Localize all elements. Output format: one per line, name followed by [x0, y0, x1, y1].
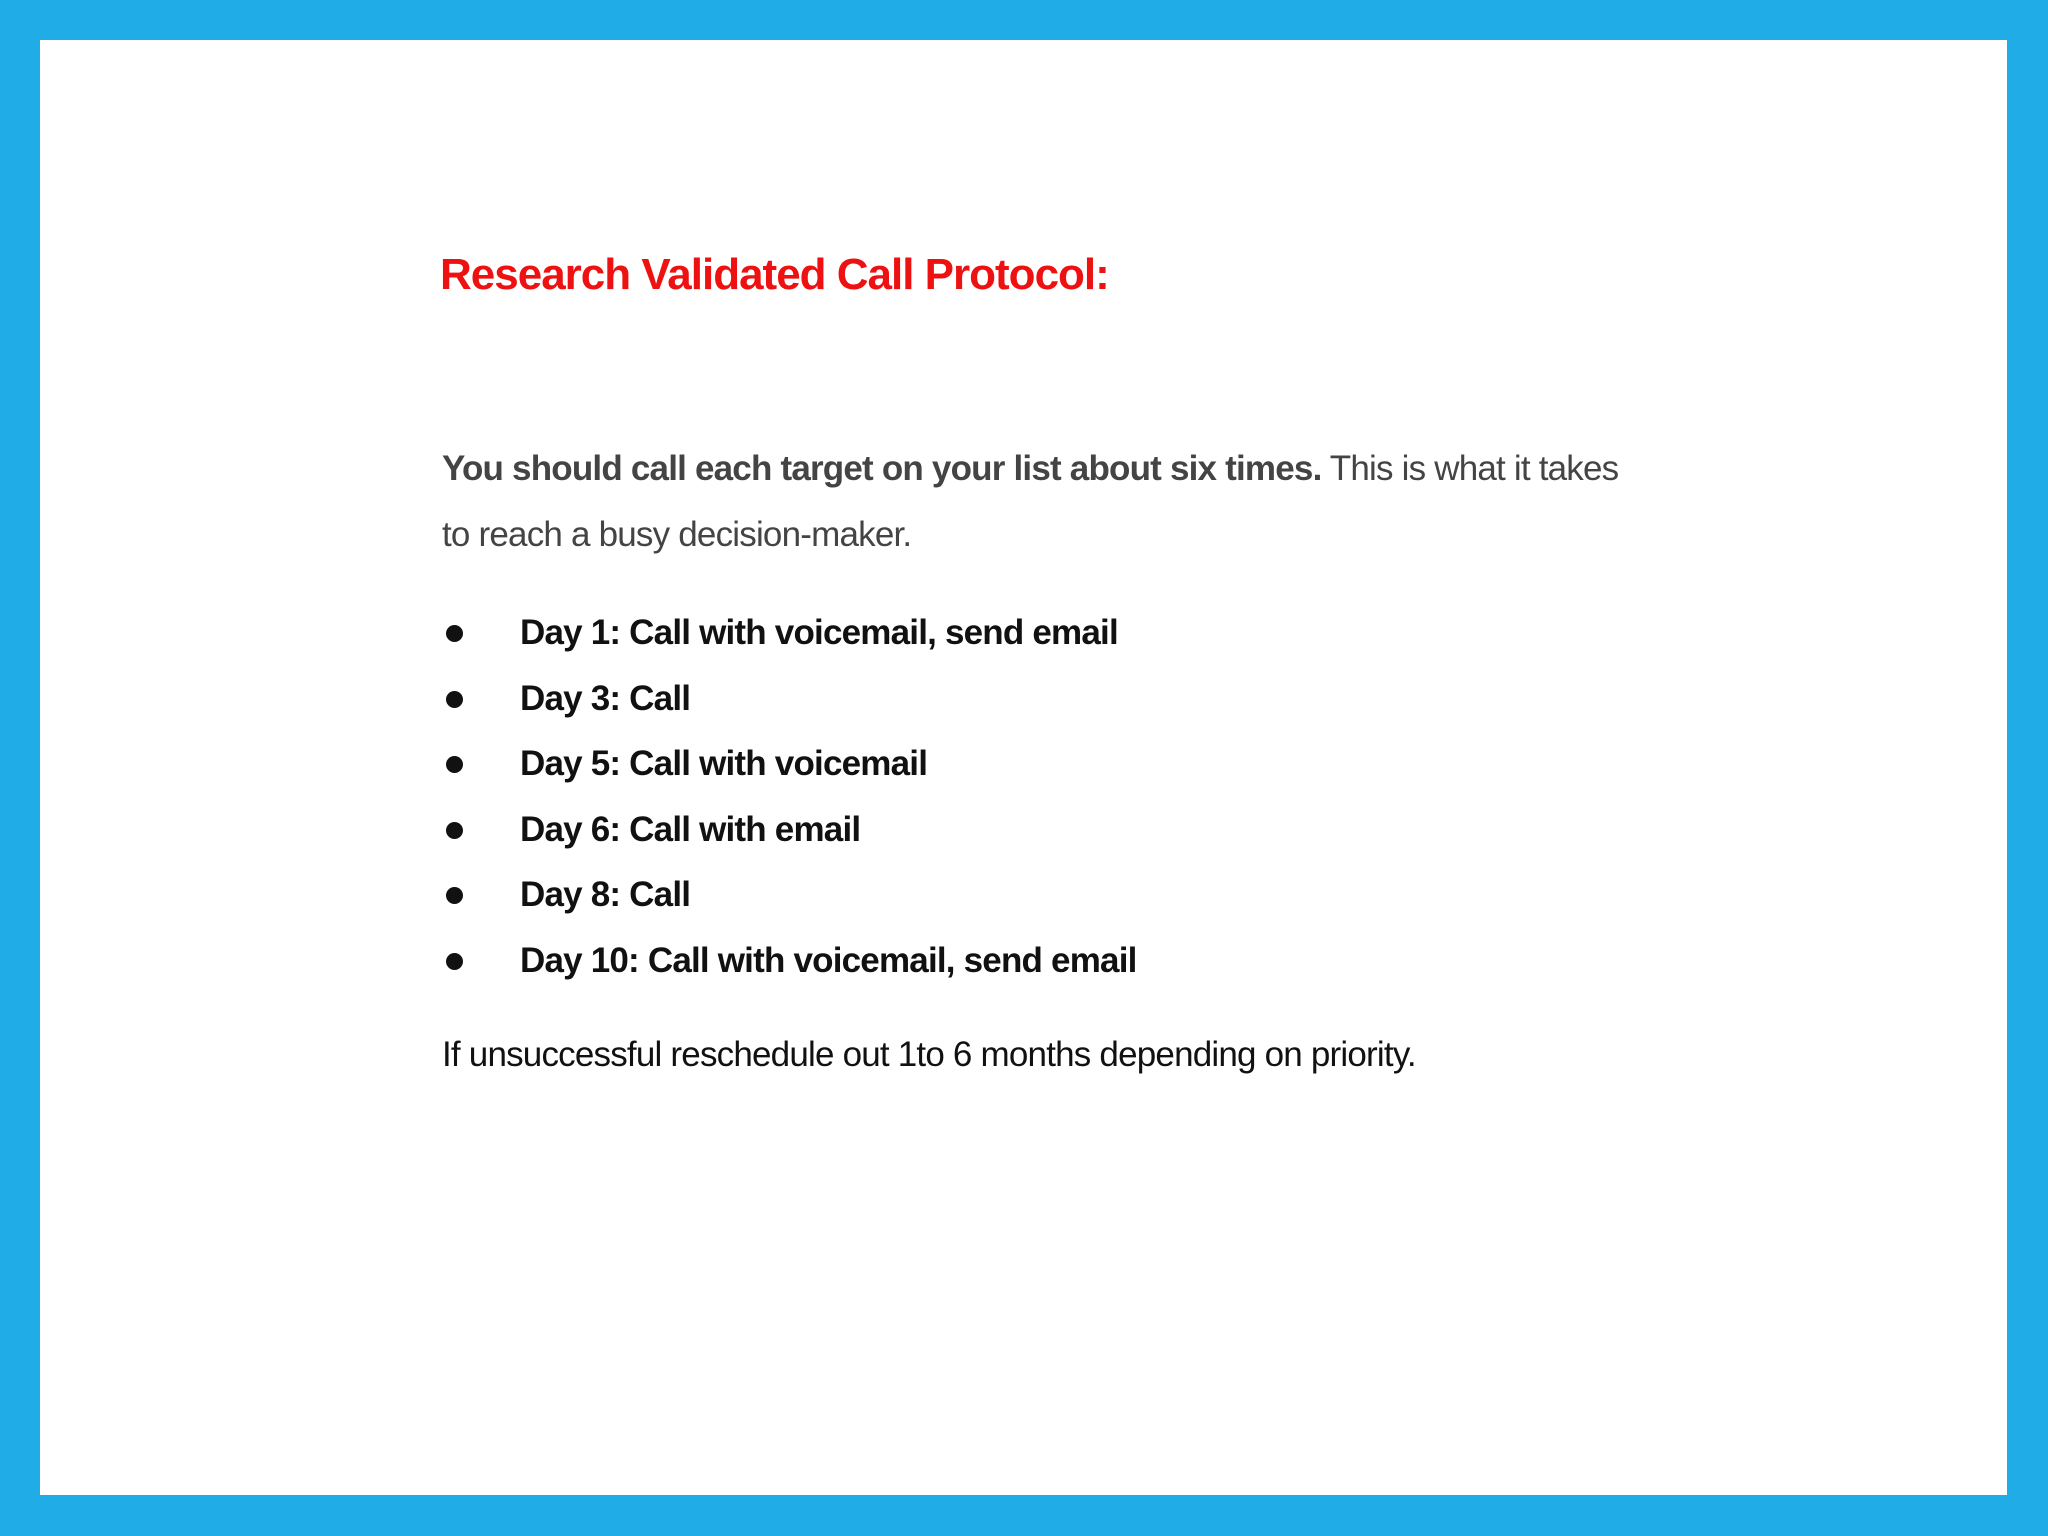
bullet-icon — [446, 691, 463, 708]
bullet-icon — [446, 953, 463, 970]
bullet-icon — [446, 625, 463, 642]
schedule-item-text: Day 3: Call — [520, 678, 691, 718]
schedule-item — [442, 928, 1137, 994]
bullet-icon — [446, 887, 463, 904]
schedule-item — [442, 797, 1137, 863]
schedule-item-text: Day 10: Call with voicemail, send email — [520, 940, 1137, 980]
slide-title: Research Validated Call Protocol: — [440, 250, 1109, 299]
schedule-item-text: Day 6: Call with email — [520, 809, 861, 849]
schedule-item — [442, 862, 1137, 928]
schedule-item — [442, 731, 1137, 797]
call-schedule-list — [442, 600, 1137, 993]
slide-content — [40, 40, 2007, 1495]
schedule-item-text: Day 1: Call with voicemail, send email — [520, 613, 1118, 652]
schedule-item — [442, 600, 1137, 666]
closing-note: If unsuccessful reschedule out 1to 6 months depending on priority. — [442, 1035, 1416, 1074]
schedule-item-text: Day 5: Call with voicemail — [520, 744, 928, 783]
schedule-item-text: Day 8: Call — [520, 875, 691, 914]
intro-bold-text: You should call each target on your list about six times. — [442, 449, 1322, 488]
bullet-icon — [446, 756, 463, 773]
intro-paragraph — [442, 436, 1642, 568]
schedule-item — [442, 666, 1137, 732]
bullet-icon — [446, 822, 463, 839]
intro-regular-text: This is what it takes to reach a busy decision-maker. — [442, 449, 1619, 554]
